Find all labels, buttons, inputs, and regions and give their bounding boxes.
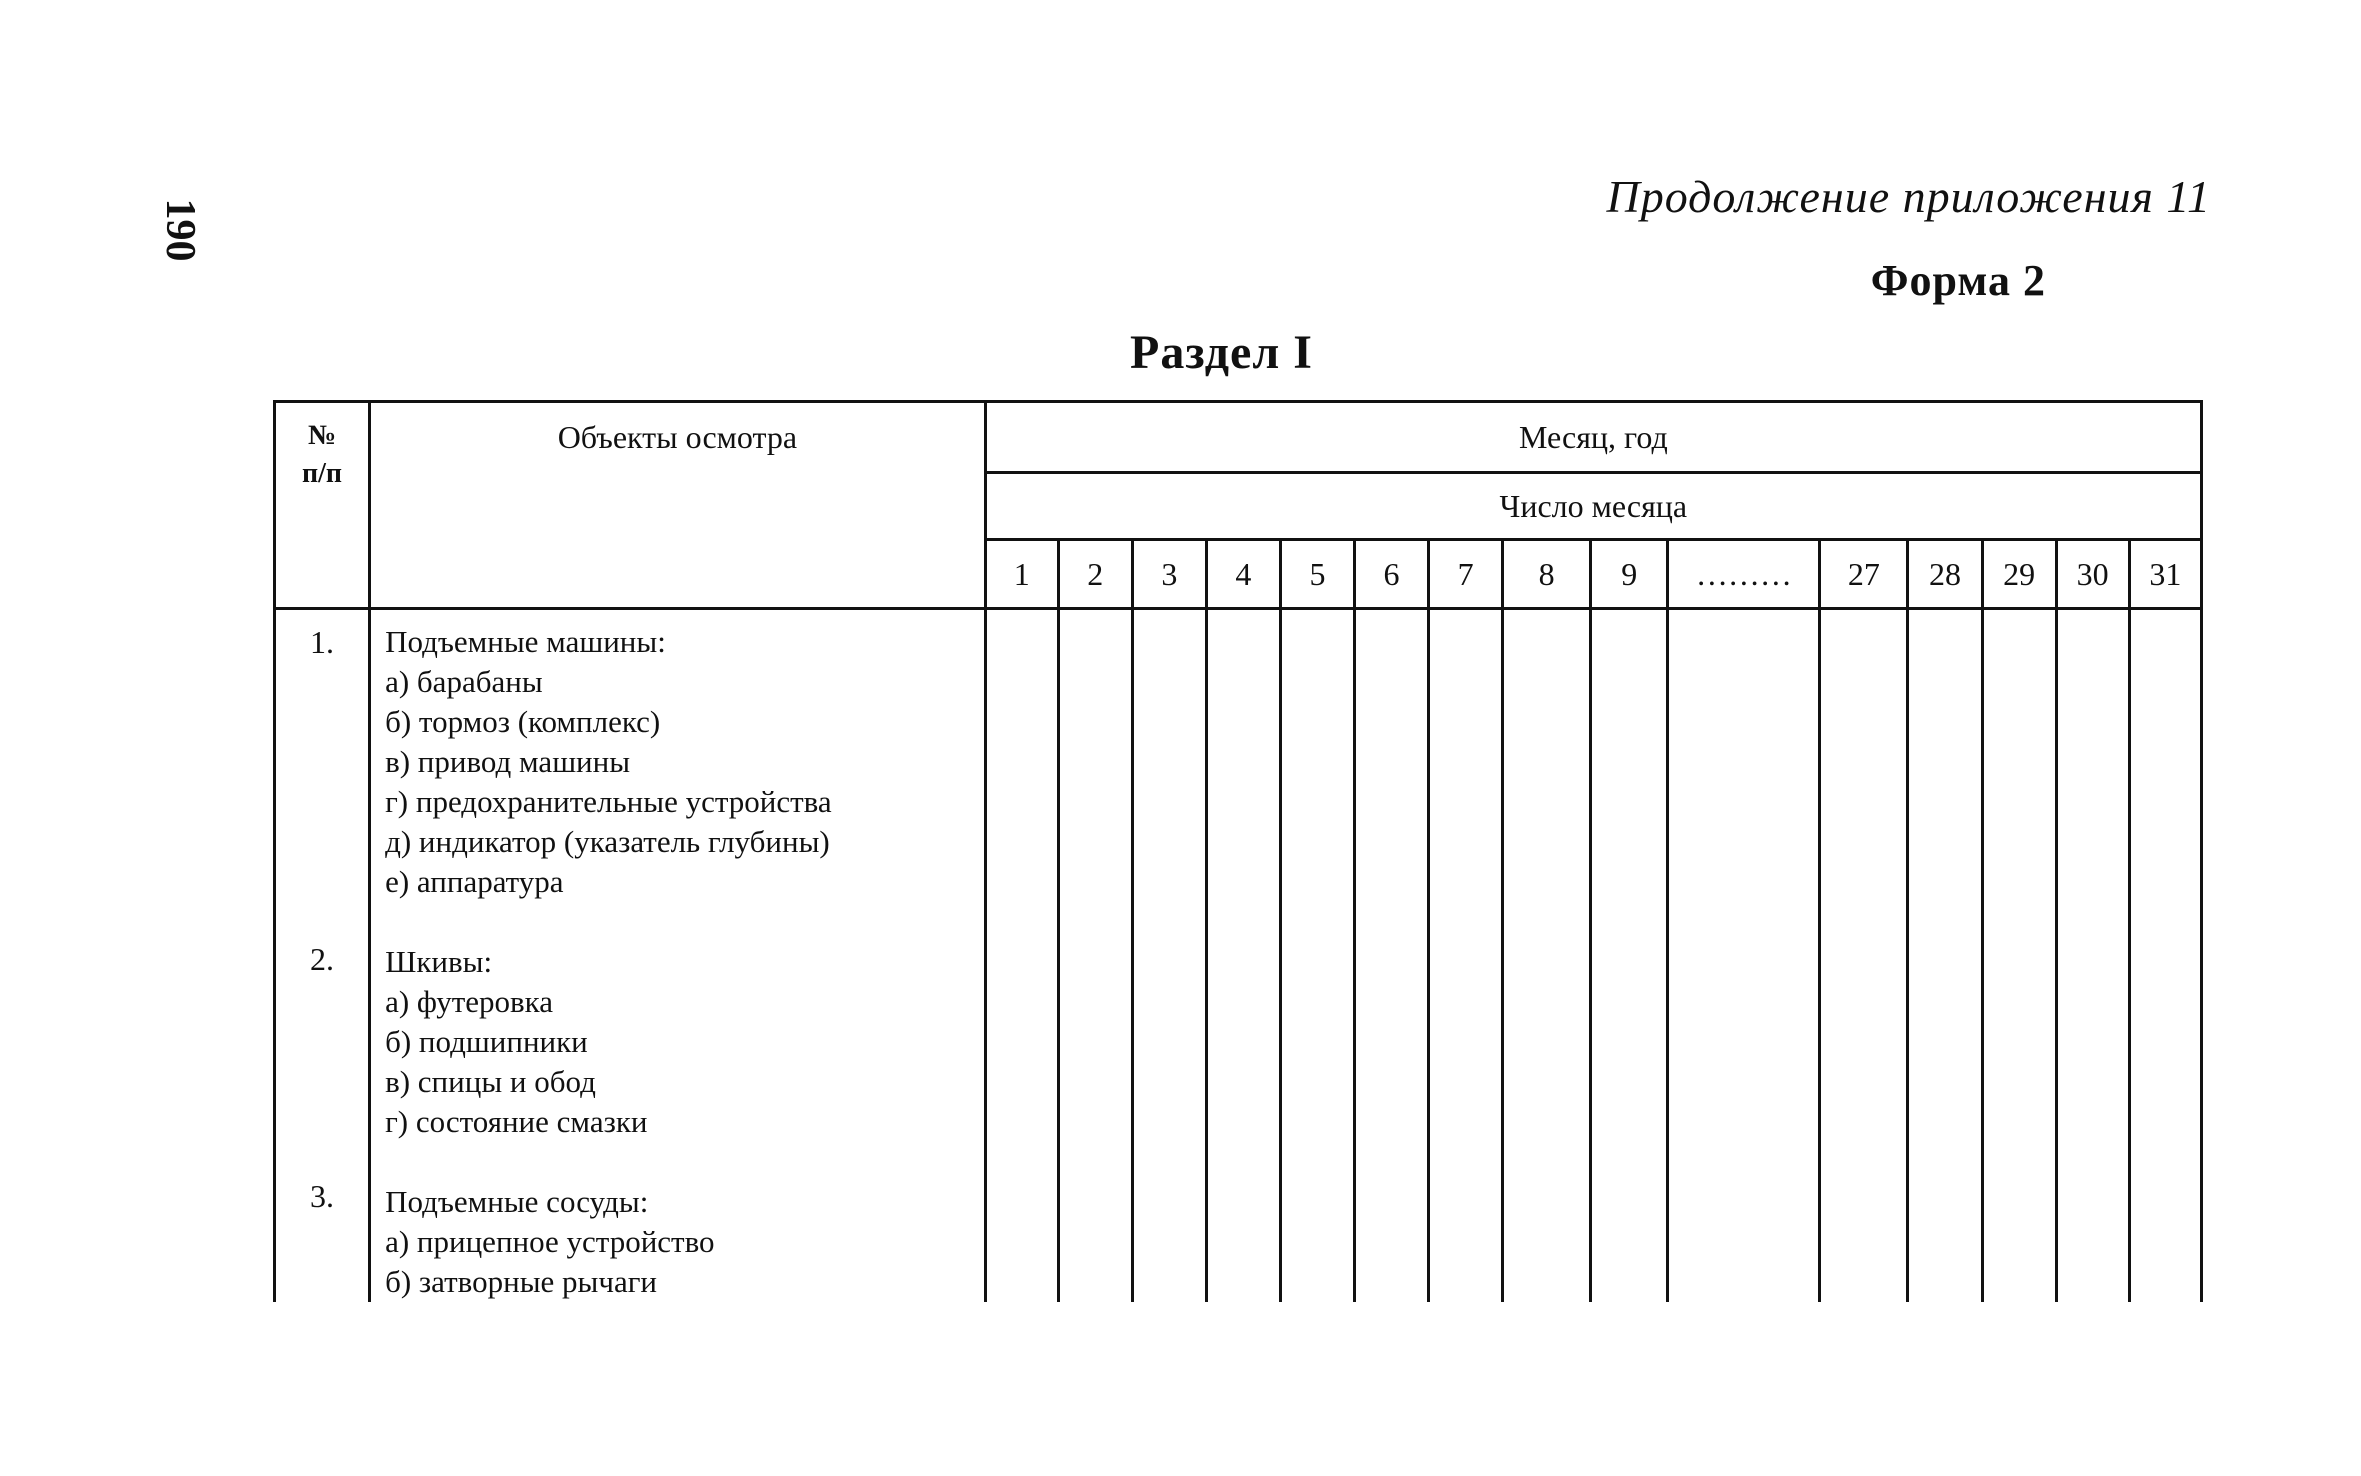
group-title: Шкивы: xyxy=(385,944,493,979)
group-item: в) привод машины xyxy=(385,744,631,779)
group-item: б) затворные рычаги xyxy=(385,1264,658,1299)
form-label: Форма 2 xyxy=(1870,256,2046,305)
day-header-cell: 3 xyxy=(1132,540,1206,609)
group-title: Подъемные сосуды: xyxy=(385,1184,649,1219)
number-column xyxy=(275,609,370,1303)
day-entry-cell[interactable] xyxy=(1668,609,1820,1303)
group-item: е) аппаратура xyxy=(385,864,564,899)
day-header-cell: 28 xyxy=(1908,540,1982,609)
group-item: г) состояние смазки xyxy=(385,1104,648,1139)
group-number: 1. xyxy=(310,624,335,660)
day-entry-cell[interactable] xyxy=(1132,609,1206,1303)
day-header-cell: 30 xyxy=(2056,540,2129,609)
day-entry-cell[interactable] xyxy=(1206,609,1280,1303)
day-entry-cell[interactable] xyxy=(1908,609,1982,1303)
day-header-cell: ……… xyxy=(1668,540,1820,609)
day-entry-cell[interactable] xyxy=(1429,609,1503,1303)
group-item: г) предохранительные устройства xyxy=(385,784,832,819)
group-number-block xyxy=(276,941,368,1138)
day-entry-cell[interactable] xyxy=(1354,609,1428,1303)
inspection-table xyxy=(273,400,2203,1302)
group-number-block xyxy=(276,1178,368,1295)
group-number-block xyxy=(276,624,368,901)
page-number: 190 xyxy=(157,198,203,262)
group-number: 2. xyxy=(310,941,335,977)
day-entry-cell[interactable] xyxy=(1058,609,1132,1303)
day-entry-cell[interactable] xyxy=(2129,609,2201,1303)
header-number xyxy=(275,402,370,609)
group-item: б) подшипники xyxy=(385,1024,588,1059)
inspection-group xyxy=(385,622,984,902)
day-header-cell: 27 xyxy=(1820,540,1908,609)
day-header-cell: 1 xyxy=(985,540,1058,609)
day-header-cell: 31 xyxy=(2129,540,2201,609)
day-entry-cell[interactable] xyxy=(1820,609,1908,1303)
day-header-cell: 4 xyxy=(1206,540,1280,609)
group-item: в) спицы и обод xyxy=(385,1064,596,1099)
day-entry-cell[interactable] xyxy=(1982,609,2056,1303)
header-day-of-month: Число месяца xyxy=(985,473,2201,540)
objects-column xyxy=(370,609,986,1303)
header-number-sign: № xyxy=(307,420,337,451)
day-header-cell: 2 xyxy=(1058,540,1132,609)
group-item: б) тормоз (комплекс) xyxy=(385,704,661,739)
day-header-cell: 6 xyxy=(1354,540,1428,609)
day-header-cell: 29 xyxy=(1982,540,2056,609)
day-header-cell: 5 xyxy=(1280,540,1354,609)
header-number-pp: п/п xyxy=(302,457,343,489)
continuation-caption: Продолжение приложения 11 xyxy=(1606,171,2211,222)
day-entry-cell[interactable] xyxy=(2056,609,2129,1303)
day-header-cell: 9 xyxy=(1591,540,1668,609)
inspection-table-wrapper xyxy=(273,400,2203,1300)
group-number: 3. xyxy=(310,1178,335,1214)
inspection-group xyxy=(385,1182,984,1302)
header-month-year: Месяц, год xyxy=(985,402,2201,473)
day-entry-cell[interactable] xyxy=(1503,609,1591,1303)
section-title: Раздел I xyxy=(1130,326,1313,379)
group-item: а) прицепное устройство xyxy=(385,1224,715,1259)
day-entry-cell[interactable] xyxy=(1280,609,1354,1303)
group-title: Подъемные машины: xyxy=(385,624,666,659)
group-item: д) индикатор (указатель глубины) xyxy=(385,824,830,859)
table-body-row xyxy=(275,609,2202,1303)
header-objects: Объекты осмотра xyxy=(370,402,986,609)
day-entry-cell[interactable] xyxy=(1591,609,1668,1303)
group-item: а) футеровка xyxy=(385,984,554,1019)
day-entry-cell[interactable] xyxy=(985,609,1058,1303)
inspection-group xyxy=(385,942,984,1142)
day-header-cell: 8 xyxy=(1503,540,1591,609)
group-item: а) барабаны xyxy=(385,664,543,699)
day-header-cell: 7 xyxy=(1429,540,1503,609)
